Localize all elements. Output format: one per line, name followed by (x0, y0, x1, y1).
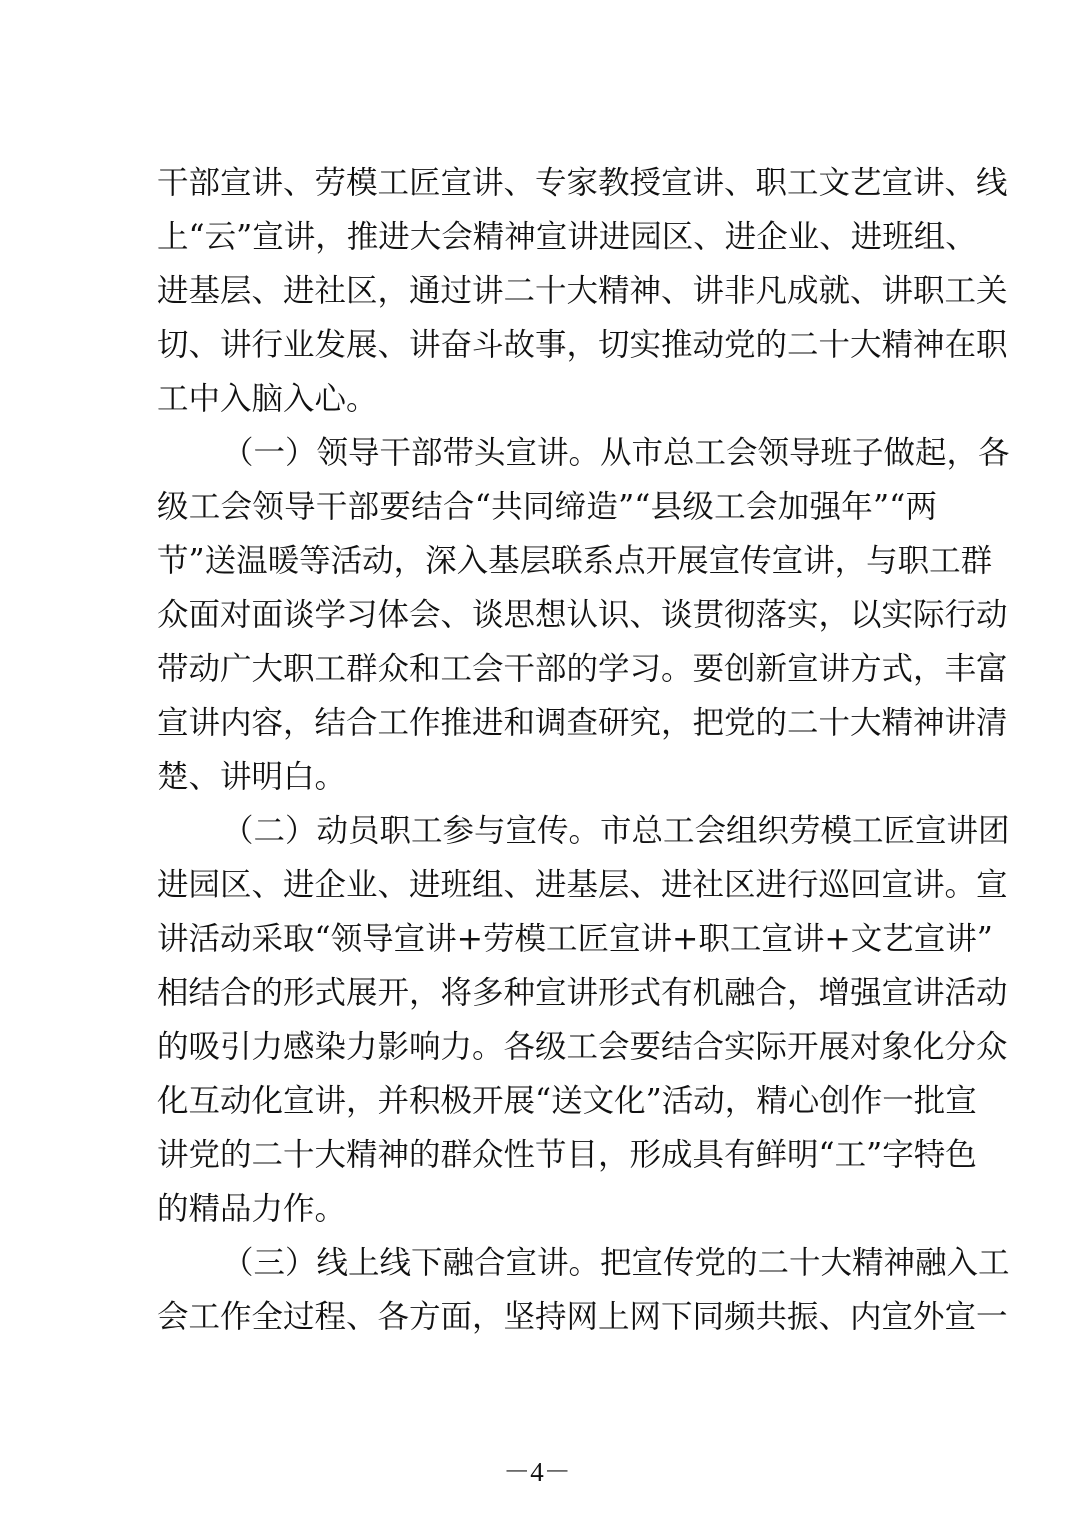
paragraph-heading-line: （三）线上线下融合宣讲。把宣传党的二十大精神融入工 (222, 1245, 1010, 1281)
text-line: 相结合的形式展开，将多种宣讲形式有机融合，增强宣讲活动 (157, 975, 1008, 1011)
paragraph-heading-line: （一）领导干部带头宣讲。从市总工会领导班子做起，各 (222, 435, 1010, 471)
text-line: 楚、讲明白。 (157, 759, 347, 795)
text-line: 讲活动采取“领导宣讲+劳模工匠宣讲+职工宣讲+文艺宣讲” (157, 921, 993, 957)
text-line: 化互动化宣讲，并积极开展“送文化”活动，精心创作一批宣 (157, 1083, 977, 1119)
text-line: 宣讲内容，结合工作推进和调查研究，把党的二十大精神讲清 (157, 705, 1008, 741)
text-line: 众面对面谈学习体会、谈思想认识、谈贯彻落实，以实际行动 (157, 597, 1008, 633)
paragraph-heading-line: （二）动员职工参与宣传。市总工会组织劳模工匠宣讲团 (222, 813, 1010, 849)
text-line: 的精品力作。 (157, 1191, 347, 1227)
text-line: 的吸引力感染力影响力。各级工会要结合实际开展对象化分众 (157, 1029, 1008, 1065)
text-line: 节”送温暖等活动，深入基层联系点开展宣传宣讲，与职工群 (157, 543, 993, 579)
text-line: 进基层、进社区，通过讲二十大精神、讲非凡成就、讲职工关 (157, 273, 1008, 309)
text-line: 带动广大职工群众和工会干部的学习。要创新宣讲方式，丰富 (157, 651, 1008, 687)
page-number: －4－ (503, 1457, 571, 1487)
text-line: 会工作全过程、各方面，坚持网上网下同频共振、内宣外宣一 (157, 1299, 1008, 1335)
text-line: 级工会领导干部要结合“共同缔造”“县级工会加强年”“两 (157, 489, 937, 525)
text-line: 进园区、进企业、进班组、进基层、进社区进行巡回宣讲。宣 (157, 867, 1008, 903)
text-line: 切、讲行业发展、讲奋斗故事，切实推动党的二十大精神在职 (157, 327, 1008, 363)
text-line: 讲党的二十大精神的群众性节目，形成具有鲜明“工”字特色 (157, 1137, 977, 1173)
text-line: 干部宣讲、劳模工匠宣讲、专家教授宣讲、职工文艺宣讲、线 (157, 165, 1008, 201)
text-line: 工中入脑入心。 (157, 381, 378, 417)
text-line: 上“云”宣讲，推进大会精神宣讲进园区、进企业、进班组、 (157, 219, 977, 255)
